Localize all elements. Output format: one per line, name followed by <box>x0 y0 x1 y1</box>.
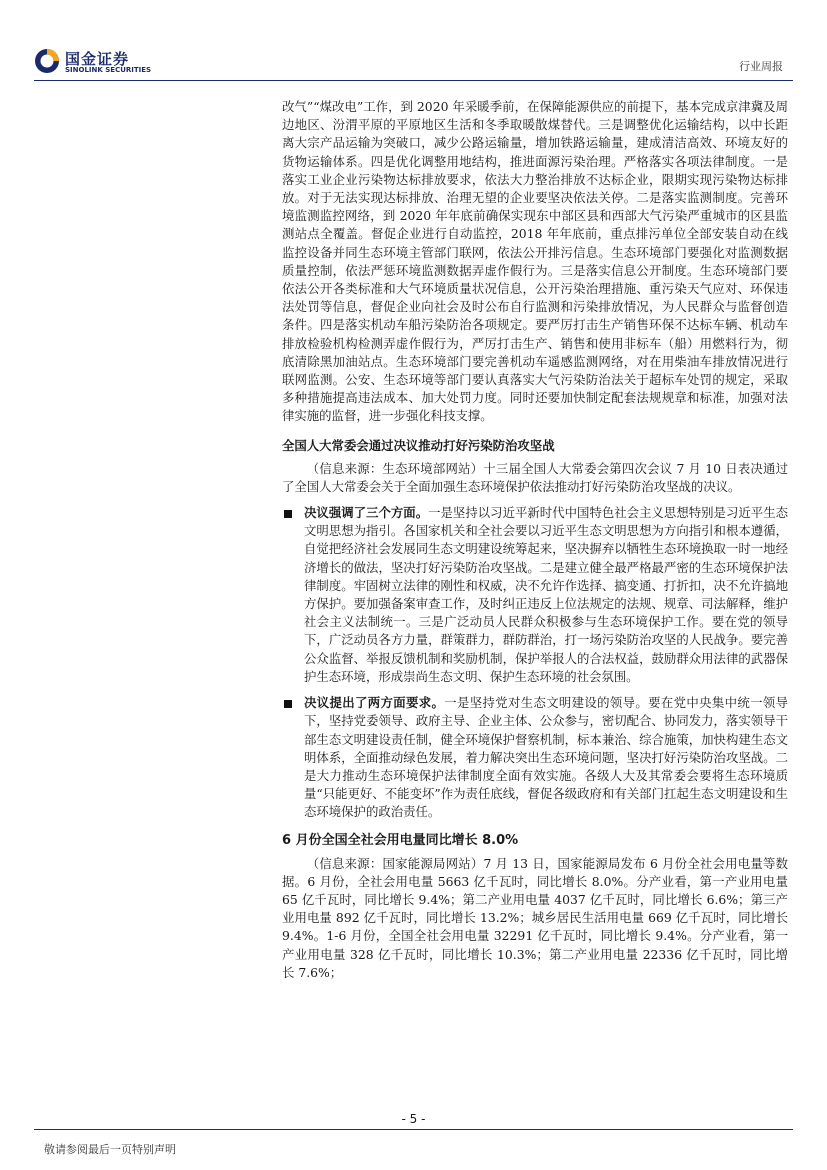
disclaimer-text: 敬请参阅最后一页特别声明 <box>44 1143 176 1156</box>
page-number: - 5 - <box>401 1112 426 1126</box>
section2-paragraph: （信息来源：国家能源局网站）7 月 13 日，国家能源局发布 6 月份全社会用电量等数据。6 月份，全社会用电量 5663 亿千瓦时，同比增长 8.0%。分产业看，第一产业用电量 65 亿千瓦时，同比增长 9.4%；第二产业用电量 4037 亿千瓦时，同比增长 6.6%；第三产业用电量 892 亿千瓦时，同比增长 13.2%；城乡居民生活用电量 669 亿千瓦时，同比增长 9.4%。1-6 月份，全国全社会用电量 32291 亿千瓦时，同比增长 9.4%。分产业看，第一产业用电量 328 亿千瓦时，同比增长 10.3%；第二产业用电量 22336 亿千瓦时，同比增长 7.6%； <box>282 855 788 980</box>
bullet-lead: 决议提出了两方面要求。 <box>304 695 445 711</box>
logo-mark-icon <box>34 48 60 74</box>
logo-chinese-name: 国金证券 <box>65 50 130 68</box>
page-header <box>0 0 827 80</box>
main-content <box>282 98 788 982</box>
intro-paragraph: 改气”“煤改电”工作，到 2020 年采暖季前，在保障能源供应的前提下，基本完成京津冀及周边地区、汾渭平原的平原地区生活和冬季取暖散煤替代。三是调整优化运输结构，以中长距离大宗产品运输为突破口，减少公路运输量，增加铁路运输量，建成清洁高效、环境友好的货物运输体系。四是优化调整用地结构，推进面源污染治理。严格落实各项法律制度。一是落实工业企业污染物达标排放要求，依法大力整治排放不达标企业，限期实现污染物达标排放。对于无法实现达标排放、治理无望的企业要坚决依法关停。二是落实监测制度。完善环境监测监控网络，到 2020 年年底前确保实现东中部区县和西部大气污染严重城市的区县监测站点全覆盖。督促企业进行自动监控，2018 年年底前，重点排污单位全部安装自动在线监控设备并同生态环境主管部门联网，依法公开排污信息。生态环境部门要强化对监测数据质量控制，依法严惩环境监测数据弄虚作假行为。三是落实信息公开制度。生态环境部门要依法公开各类标准和大气环境质量状况信息，公开污染治理措施、重污染天气应对、环保违法处罚等信息，督促企业向社会及时公布自行监测和污染排放情况，为人民群众与监督创造条件。四是落实机动车船污染防治各项规定。要严厉打击生产销售环保不达标车辆、机动车排放检验机构检测弄虚作假行为，严厉打击生产、销售和使用非标车（船）用燃料行为，彻底清除黑加油站点。生态环境部门要完善机动车遥感监测网络，对在用柴油车排放情况进行联网监测。公安、生态环境等部门要认真落实大气污染防治法关于超标车处罚的规定，采取多种措施提高违法成本、加大处罚力度。同时还要加快制定配套法规规章和标准，加强对法律实施的监督，进一步强化科技支撑。 <box>282 99 788 424</box>
bullet-lead: 决议强调了三个方面。 <box>304 505 429 521</box>
bullet-item <box>282 694 788 821</box>
square-bullet-icon <box>284 510 292 518</box>
report-type-label: 行业周报 <box>739 60 783 73</box>
header-divider <box>34 80 793 81</box>
company-logo <box>34 48 154 78</box>
bullet-text: 一是坚持以习近平新时代中国特色社会主义思想特别是习近平生态文明思想为指引。各国家机关和全社会要以习近平生态文明思想为方向指引和根本遵循，自觉把经济社会发展同生态文明建设统筹起来，坚决摒弃以牺牲生态环境换取一时一地经济增长的做法，坚决打好污染防治攻坚战。二是建立健全最严格最严密的生态环境保护法律制度。牢固树立法律的刚性和权威，决不允许作选择、搞变通、打折扣，决不允许搞地方保护。要加强备案审查工作，及时纠正违反上位法规定的法规、规章、司法解释，维护社会主义法制统一。三是广泛动员人民群众积极参与生态环境保护工作。要在党的领导下，广泛动员各方力量，群策群力，群防群治，打一场污染防治攻坚的人民战争。要完善公众监督、举报反馈机制和奖励机制，保护举报人的合法权益，鼓励群众用法律的武器保护生态环境，形成崇尚生态文明、保护生态环境的社会氛围。 <box>304 505 789 684</box>
section1-heading: 全国人大常委会通过决议推动打好污染防治攻坚战 <box>282 437 555 453</box>
bullet-text: 一是坚持党对生态文明建设的领导。要在党中央集中统一领导下，坚持党委领导、政府主导、企业主体、公众参与，密切配合、协同发力，落实领导干部生态文明建设责任制，健全环境保护督察机制，标本兼治、综合施策，加快构建生态文明体系，全面推动绿色发展，着力解决突出生态环境问题，坚决打好污染防治攻坚战。二是大力推动生态环境保护法律制度全面有效实施。各级人大及其常委会要将生态环境质量“只能更好、不能变坏”作为责任底线，督促各级政府和有关部门扛起生态文明建设和生态环境保护的政治责任。 <box>304 695 789 820</box>
section1-source-paragraph: （信息来源：生态环境部网站）十三届全国人大常委会第四次会议 7 月 10 日表决通过了全国人大常委会关于全面加强生态环境保护依法推动打好污染防治攻坚战的决议。 <box>282 460 788 494</box>
footer-divider <box>34 1129 793 1130</box>
square-bullet-icon <box>284 700 292 708</box>
section2-heading: 6 月份全国全社会用电量同比增长 8.0% <box>282 832 519 848</box>
bullet-item <box>282 504 788 686</box>
logo-english-name: SINOLINK SECURITIES <box>65 66 152 74</box>
